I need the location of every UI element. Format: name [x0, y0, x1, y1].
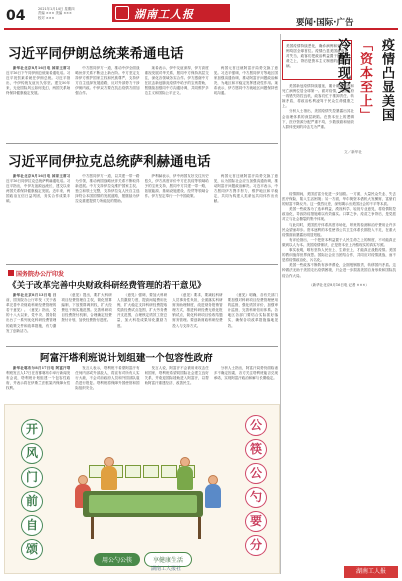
- sidebar-source-note: （新华社北京8月16日电 记者 ×××）: [309, 282, 369, 287]
- column-rule: [280, 34, 281, 574]
- article-4-col-3: 发言人说，阿富汗不会被用来攻击任何国家，塔利班希望同国际社会建立良好关系，并欢迎国际援助进入阿富汗，以帮助阿富汗重建经济、改善民生。: [144, 366, 209, 386]
- article-2-col-2: 中方愿同伊方一道，以共建一带一路为引领，推动两国战略伙伴关系不断取得新进展。中方支持伊拉克维护国家主权、独立和领土完整，支持伊拉克人民自主选择符合本国国情的发展道路，愿继续为伊拉克重建提供力所能及的帮助。: [75, 174, 140, 204]
- public-service-poster: [4, 404, 280, 574]
- article-3-col-5: 《意见》明确，各有关部门要加强对科研项目经费管理使用的监督，强化绩效评价，加强审计监督，完善科研信用体系。各地区各部门要结合实际抓好落实，确保各项改革措施落地见效。: [227, 293, 279, 328]
- kicker-marker-icon: [8, 270, 14, 276]
- article-2-headline: 习近平同伊拉克总统萨利赫通电话: [8, 154, 211, 170]
- seal-icon: [115, 6, 129, 20]
- article-2-col-3: 萨利赫表示，伊中两国友好交往历史悠久，伊方高度评价中方在抗疫等领域给予的宝贵支持，愿同中方共建一带一路，拓展能源、基础设施建设、经贸等领域合作。伊方坚定奉行一个中国政策。: [144, 174, 209, 199]
- dining-table-illustration: [83, 491, 203, 517]
- diner-figure-icon: [205, 475, 221, 509]
- article-2-col-1: 新华社北京8月16日电 国家主席习近平16日同伊拉克总统萨利赫通电话。习近平指出，中伊友谊源远流长，建交以来两国关系保持健康稳定发展。近年来，两国政治互信日益巩固，务实合作成果丰硕。: [6, 174, 71, 204]
- sidebar-body-top: 美国新冠疫情持续蔓延，累计确诊病例和死亡病例位居全球第一。面对疫情，美国政府一再错失防控良机，政客们忙于推卸责任、转嫁矛盾，将政治私利凌驾于民众生命健康之上。 分析人士指出，美国疫情失控暴露出其社会治理体系的深层缺陷。在资本至上的逻辑下，医疗资源分配严重不均，少数族裔和低收入群体受到的冲击尤为严重。: [282, 84, 354, 129]
- divider: [6, 264, 278, 265]
- article-3-col-4: 《意见》要求，要减轻科研人员事务性负担，全面落实科研财务助理制度，改进财务报销管理方式，推进科研经费无纸化报销试点，简化科研项目验收结题财务管理。要创新财政科研经费投入与支持方式。: [172, 293, 223, 328]
- slogan-left: 用公勺公筷: [94, 553, 140, 566]
- sidebar-body-main: 疫情期间，美国贫富分化进一步加剧。一方面，大量民众失业、失去医疗保险，陷入生活困境；另一方面，华尔街资本借机大发横财，富豪们的财富不降反升。这一强烈反差，深刻揭示出美国社会的不平等本质。 美国一些政客为了选举利益，漠视科学、轻视专业意见，将疫情防控政治化，导致防疫措施难以有效落实。口罩之争、疫苗之争背后，是党派对立与社会撕裂的集中体现。 与此同时，美国医疗体系高度市场化，昂贵的检测和治疗费用让许多民众望而却步。资本逐利的本性使得公共卫生体系长期投入不足，在重大疫情面前暴露出明显短板。 有评论指出，一个把资本利益置于人民生命之上的制度，不可能真正做到以人为本。美国疫情惨状，正是资本至上冷酷现实的真实写照。 事实表明，唯有坚持人民至上、生命至上，才能真正战胜疫情。美国的教训值得世界深思。国际社会应当团结合作，共同应对疫情挑战，而不是将疫情政治化、污名化。 美国一些政客不断散布涉华谬论，企图甩锅推责，转移国内矛盾。这种做法无助于美国走出疫情困境，只会进一步损害美国自身形象和国际抗疫合作大局。 （新华社北京8月16日电 记者 ×××）: [282, 192, 396, 287]
- divider: [6, 143, 278, 144]
- footer-paper-tag: 湖南工人报: [344, 566, 398, 578]
- sidebar-summary-text: 美国疫情持续恶化，确诊病例和死亡病例均居全球首位。疫情凸显美国政府应对失当，政客们把政治利益置于民众生命之上，背后是资本主义制度的深层弊病。: [286, 44, 348, 68]
- page-number: 04: [6, 8, 26, 24]
- issue-meta: [38, 7, 108, 20]
- article-1-col-3: 莱希表示，伊中友谊深厚，伊方高度重视发展对华关系，愿同中方保持高层交往，深化各领域务实合作。伊方感谢中方在抗击新冠肺炎疫情中给予的宝贵帮助，愿继续加强同中方沟通协调，共同维护多边主义和国际公平正义。: [144, 66, 209, 96]
- vertical-headline-line-2: 「资本至上」: [357, 38, 372, 122]
- vertical-headline-line-1: 疫情凸显美国: [379, 38, 394, 122]
- article-2-col-4: 两国元首还就阿富汗局势交换了意见，认为国际社会应当加强沟通协调，推动阿富汗问题政治解决。习近平表示，中方愿同伊方携手努力，维护地区和平稳定，共同为构建人类命运共同体作出贡献。: [213, 174, 278, 204]
- article-4-headline: 阿富汗塔利班说计划组建一个包容性政府: [40, 353, 213, 364]
- article-3-col-3: 《意见》强调，要加大科研人员激励力度，提高间接费用比例，扩大稳定支持科研经费提取奖励经费试点范围，扩大劳务费开支范围，合理核定绩效工资总量，加大科技成果转化激励力度。: [116, 293, 168, 328]
- article-4-col-2: 发言人表示，塔利班不希望阿富汗有任何内部或外部敌人，将宣布对所有人实行大赦，不会对前政府人员和外国部队雇员进行报复。塔利班将保障外国使馆和国际组织安全。: [75, 366, 140, 391]
- article-1-body: [6, 66, 278, 138]
- divider: [6, 346, 278, 347]
- article-3-col-1: 新华社北京8月13日电 日前，国务院办公厅印发《关于改革完善中央财政科研经费管理的若干意见》。《意见》指出，党的十八大以来，党中央、国务院出台了一系列优化科研经费管理的政策文件和改革措施，有力激发了创新活力。: [6, 293, 57, 333]
- diner-figure-icon: [101, 457, 117, 491]
- article-2-body: [6, 174, 278, 260]
- section-title: 要闻·国际·广告: [296, 18, 354, 28]
- article-1-col-2: 中方愿同伊方一道，推动中伊全面战略伙伴关系不断迈上新台阶。中方坚定支持伊方维护国家主权和民族尊严，支持伊方自主选择发展道路，反对外部势力干涉伊朗内政。中伊双方要在抗击疫情方面加强合作。: [75, 66, 140, 96]
- diner-figure-icon: [177, 457, 193, 491]
- article-1-col-1: 新华社北京8月16日电 国家主席习近平16日下午同伊朗总统莱希通电话。习近平祝贺莱希就任伊朗总统。习近平指出，中伊传统友谊历久弥坚。建交50年来，无论国际风云如何变幻，两国关系始终保持健康稳定发展。: [6, 66, 71, 96]
- poster-credit: 湖南工人报社: [151, 566, 182, 572]
- vertical-headline-line-3: 冷酷现实: [335, 38, 350, 94]
- article-1-col-4: 两国元首还就阿富汗局势交换了意见。习近平强调，中方愿同伊方等地区国家加强沟通协调，推动阿富汗问题政治解决，为地区和平稳定发挥建设性作用。莱希表示，伊方愿同中方就地区问题保持密切沟通。: [213, 66, 278, 96]
- slogan-right: 享健康生活: [144, 552, 192, 567]
- poster-slogan: [5, 547, 280, 567]
- issue-date: 2021年1月14日 星期四: [38, 7, 75, 11]
- issue-proofreader: 校对 ×××: [38, 15, 55, 20]
- article-3-body: [6, 293, 278, 343]
- article-4-body: [6, 366, 278, 400]
- article-4-col-4: 分析人士指出，阿富汗局势仍面临诸多不确定因素，各方关注塔利班能否兑现承诺，实现阿富汗政治和解与长期稳定。: [213, 366, 278, 381]
- sidebar-byline: 文／新华社: [344, 150, 362, 154]
- article-3-headline: 《关于改革完善中央财政科研经费管理的若干意见》: [8, 281, 206, 291]
- newspaper-name: 湖南工人报: [134, 8, 194, 21]
- page-header: [0, 0, 402, 34]
- poster-left-scroll: 开 风 门 前 自 颂: [15, 419, 49, 559]
- article-3-kicker: 国务院办公厅印发: [16, 271, 65, 278]
- newspaper-logo: [112, 4, 230, 22]
- article-1-headline: 习近平同伊朗总统莱希通电话: [8, 46, 184, 62]
- article-4-col-1: 新华社喀布尔8月17日电 阿富汗塔利班发言人17日在首都喀布尔举行新闻发布会说，塔利班计划组建一个包容性政府，并表示将在伊斯兰法框架内保障女性权利。: [6, 366, 71, 391]
- poster-right-scroll: 公 筷 公 勺 要 分: [239, 415, 273, 555]
- header-rule: [4, 28, 398, 30]
- issue-editors: 责编 ××× 美编 ×××: [38, 11, 72, 16]
- article-3-col-2: 《意见》提出，要扩大科研项目经费管理自主权，简化预算编制，下放预算调剂权，扩大经费包干制实施范围。完善科研项目经费拨付机制，合理确定经费拨付计划，加快经费拨付进度。: [61, 293, 112, 323]
